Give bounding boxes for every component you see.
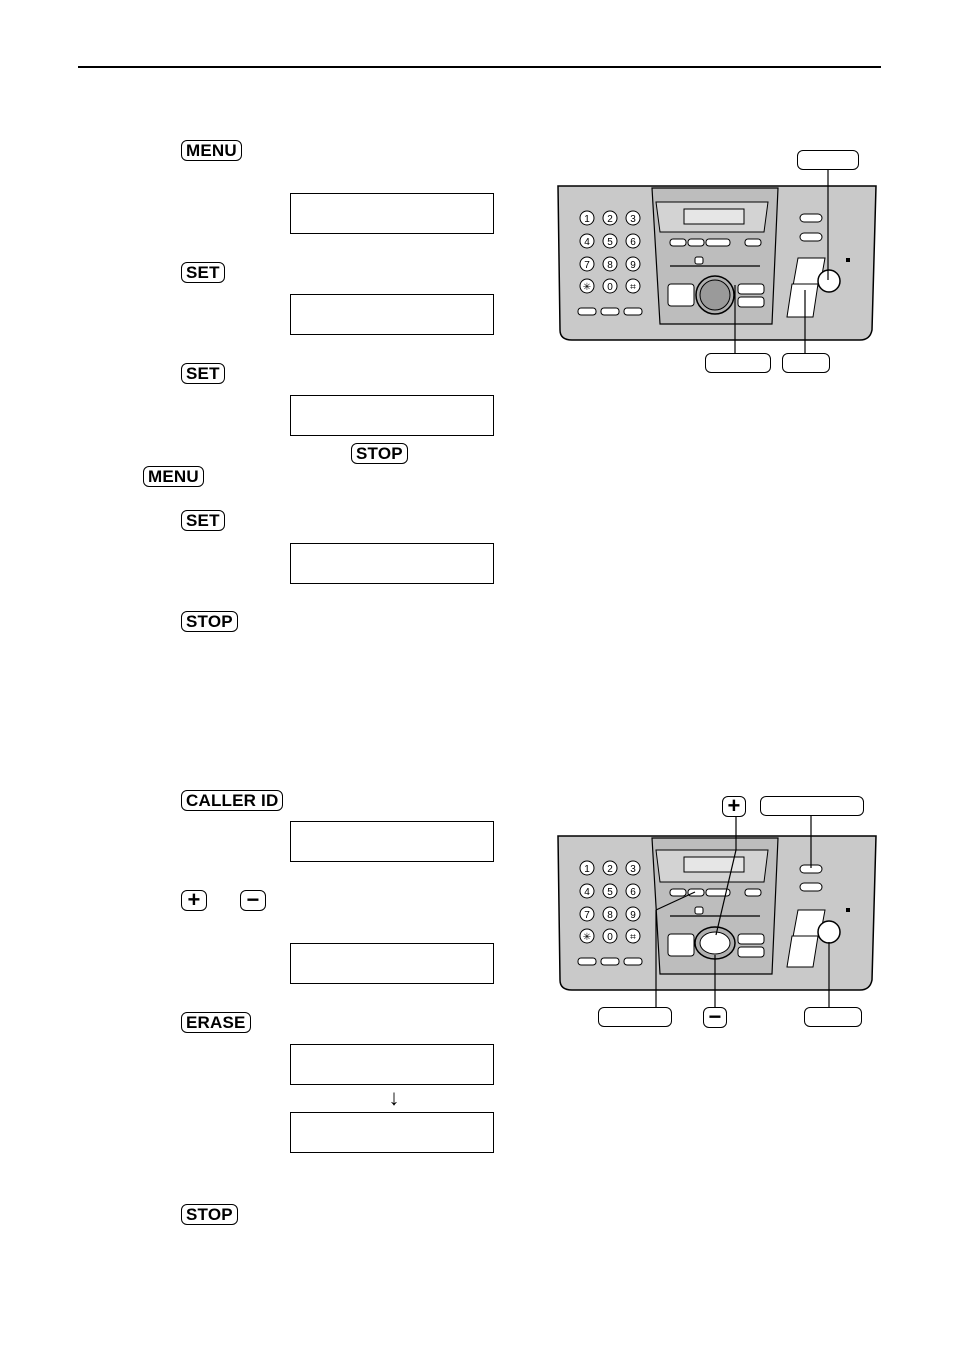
keypad-digit: ⌗ — [630, 282, 636, 293]
plus-key[interactable]: + — [181, 890, 207, 911]
keypad-digit: 3 — [630, 864, 636, 875]
header-rule — [78, 66, 881, 68]
stop-key[interactable]: STOP — [351, 443, 408, 464]
keypad-digit: 7 — [584, 260, 590, 271]
stop-key[interactable]: STOP — [181, 611, 238, 632]
display-box-4 — [290, 543, 494, 584]
set-key[interactable]: SET — [181, 262, 225, 283]
plus-callout-key: + — [722, 796, 746, 817]
callout-lines-1 — [700, 150, 900, 375]
display-box-8 — [290, 1112, 494, 1153]
caller-id-key[interactable]: CALLER ID — [181, 790, 283, 811]
keypad-digit: 2 — [607, 214, 613, 225]
down-arrow-icon: ↓ — [388, 1085, 400, 1110]
keypad-digit: 5 — [607, 887, 613, 898]
keypad-digit: 5 — [607, 237, 613, 248]
keypad-digit: 4 — [584, 887, 590, 898]
keypad-digit: 8 — [607, 910, 613, 921]
erase-key[interactable]: ERASE — [181, 1012, 251, 1033]
keypad-digit: 2 — [607, 864, 613, 875]
minus-key[interactable]: − — [240, 890, 266, 911]
keypad-digit: 1 — [584, 864, 590, 875]
keypad-digit: 6 — [630, 887, 636, 898]
callout-lines-2 — [590, 810, 880, 1020]
keypad-digit: 8 — [607, 260, 613, 271]
keypad-digit: 9 — [630, 260, 636, 271]
menu-key[interactable]: MENU — [181, 140, 242, 161]
keypad-digit: 9 — [630, 910, 636, 921]
keypad-digit: ✳ — [582, 932, 592, 943]
display-box-3 — [290, 395, 494, 436]
display-box-2 — [290, 294, 494, 335]
display-box-1 — [290, 193, 494, 234]
keypad-digit: 1 — [584, 214, 590, 225]
keypad-digit: ✳ — [582, 282, 592, 293]
stop-key[interactable]: STOP — [181, 1204, 238, 1225]
keypad-digit: 3 — [630, 214, 636, 225]
keypad-digit: 0 — [607, 282, 613, 293]
keypad-digit: 4 — [584, 237, 590, 248]
keypad-digit: 7 — [584, 910, 590, 921]
set-key[interactable]: SET — [181, 510, 225, 531]
display-box-7 — [290, 1044, 494, 1085]
set-key[interactable]: SET — [181, 363, 225, 384]
display-box-6 — [290, 943, 494, 984]
keypad-digit: 6 — [630, 237, 636, 248]
keypad-digit: ⌗ — [630, 932, 636, 943]
minus-callout-key: − — [703, 1007, 727, 1028]
keypad-digit: 0 — [607, 932, 613, 943]
display-box-5 — [290, 821, 494, 862]
menu-key[interactable]: MENU — [143, 466, 204, 487]
